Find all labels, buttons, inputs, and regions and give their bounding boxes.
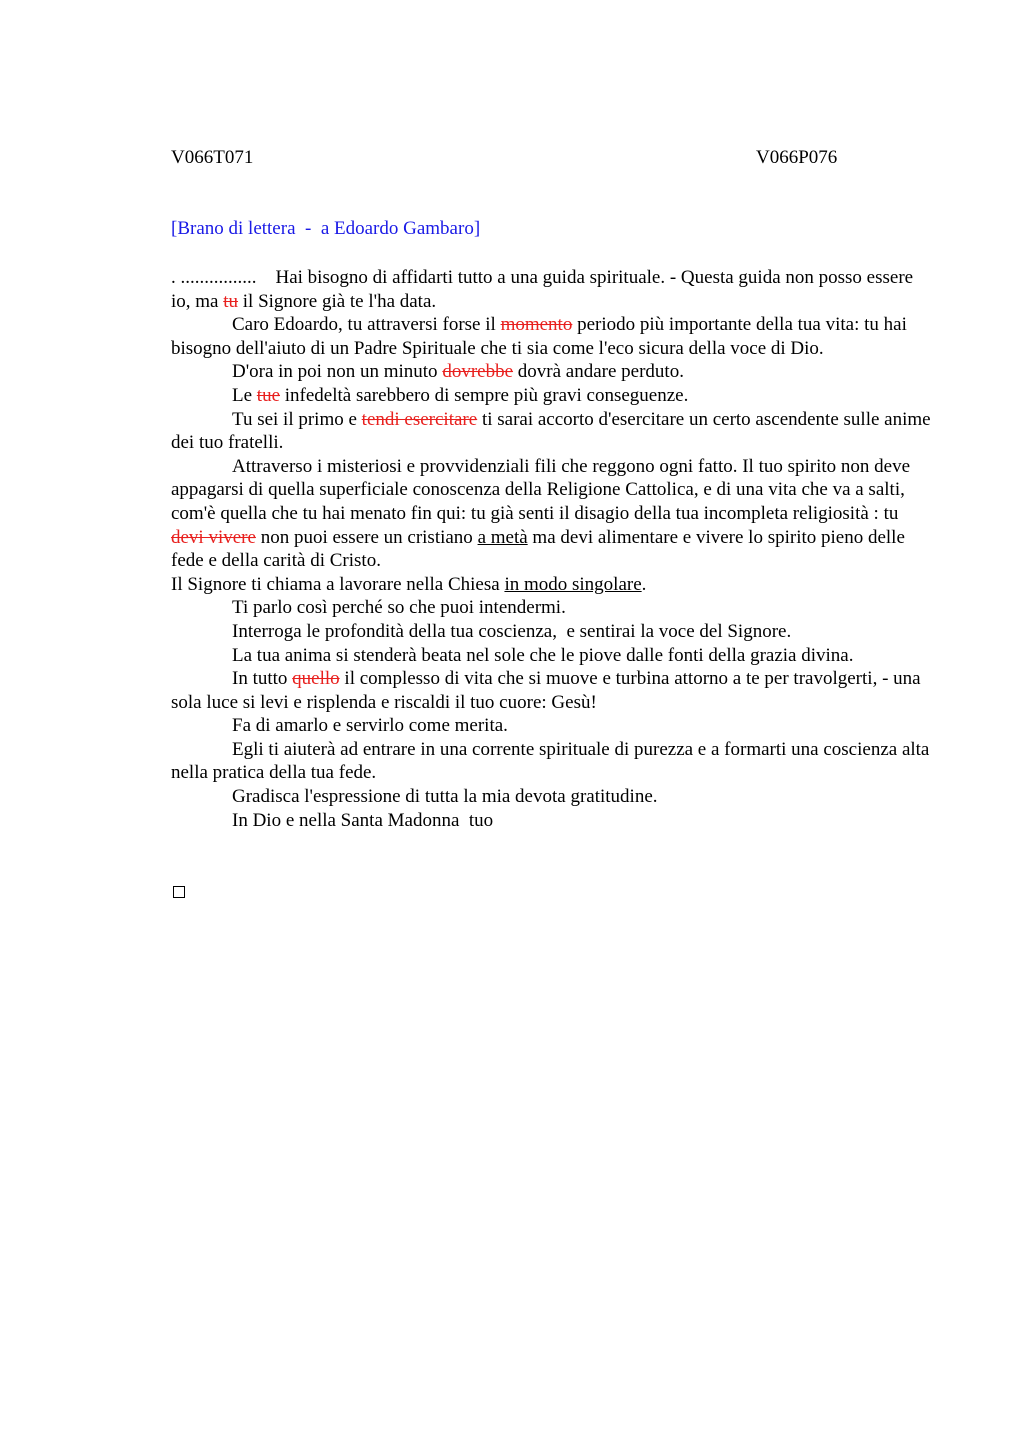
paragraph-text: Egli ti aiuterà ad entrare in una corrente spirituale di purezza e a formarti una coscienza alta nella pratica della tua fede. [171,738,935,784]
deleted-text: momento [500,314,573,336]
paragraph-text: In tutto [232,668,293,690]
paragraph-text: dovrà andare perduto. [513,361,684,383]
empty-square-icon [173,886,185,898]
letter-paragraph [171,738,935,785]
document-code-right: V066P076 [756,147,838,168]
paragraph-text: . [641,573,647,595]
letter-paragraph [171,313,931,360]
letter-paragraph [171,360,931,384]
paragraph-text: ma devi alimentare e vivere lo spirito pieno delle fede e della carità di Cristo. [171,526,910,572]
paragraph-text: infedeltà sarebbero di sempre più gravi conseguenze. [280,384,689,406]
underlined-text: a metà [477,526,528,548]
deleted-text: tendi esercitare [361,408,478,430]
deleted-text: dovrebbe [442,361,514,383]
paragraph-text: Caro Edoardo, tu attraversi forse il [232,314,501,336]
letter-paragraph [171,596,931,620]
paragraph-text: Le [232,384,257,406]
deleted-text: tue [256,384,281,406]
letter-paragraph [171,573,931,597]
letter-paragraph [171,667,931,714]
letter-paragraph [171,408,936,455]
paragraph-text: Tu sei il primo e [232,408,362,430]
deleted-text: devi vivere [171,526,256,548]
letter-paragraph [171,785,931,809]
paragraph-text: Gradisca l'espressione di tutta la mia devota gratitudine. [232,786,658,808]
letter-paragraph [171,644,931,668]
paragraph-text: In Dio e nella Santa Madonna tuo [232,809,494,831]
document-title: [Brano di lettera - a Edoardo Gambaro] [171,218,481,239]
letter-paragraph [171,809,931,833]
letter-paragraph [171,455,931,573]
letter-paragraph [171,620,931,644]
letter-body [171,266,936,832]
letter-paragraph [171,384,931,408]
paragraph-text: periodo più importante della tua vita: tu hai bisogno dell'aiuto di un Padre Spirituale che ti sia come l'eco sicura della voce di Dio. [171,314,912,359]
paragraph-text: La tua anima si stenderà beata nel sole che le piove dalle fonti della grazia divina. [232,644,854,666]
paragraph-text: Fa di amarlo e servirlo come merita. [232,715,508,737]
deleted-text: quello [292,668,340,690]
document-code-left: V066T071 [171,147,254,168]
paragraph-text: Interroga le profondità della tua coscienza, e sentirai la voce del Signore. [232,620,792,642]
deleted-text: tu [223,290,239,312]
paragraph-text: il Signore già te l'ha data. [238,290,437,312]
paragraph-text: Ti parlo così perché so che puoi intendermi. [232,597,566,619]
paragraph-text: Attraverso i misteriosi e provvidenziali fili che reggono ogni fatto. Il tuo spirito non deve appagarsi di quella superficiale conoscenza della Religione Cattolica, e di una vita che va a salti, com'è quella che tu hai menato fin qui: tu già senti il disagio della tua incompleta religiosità : tu [171,455,915,524]
paragraph-text: ti sarai accorto d'esercitare un certo ascendente sulle anime dei tuo fratelli. [171,408,936,454]
letter-paragraph [171,266,931,313]
paragraph-text: il complesso di vita che si muove e turbina attorno a te per travolgerti, - una sola luce si levi e risplenda e riscaldi il tuo cuore: Gesù! [171,668,926,713]
paragraph-text: non puoi essere un cristiano [255,526,478,548]
paragraph-text: Il Signore ti chiama a lavorare nella Chiesa [171,573,505,595]
underlined-text: in modo singolare [504,573,642,595]
paragraph-text: D'ora in poi non un minuto [232,361,443,383]
paragraph-text: . ................ Hai bisogno di affidarti tutto a una guida spirituale. - Questa guida non posso essere io, ma [171,267,918,312]
letter-paragraph [171,714,931,738]
